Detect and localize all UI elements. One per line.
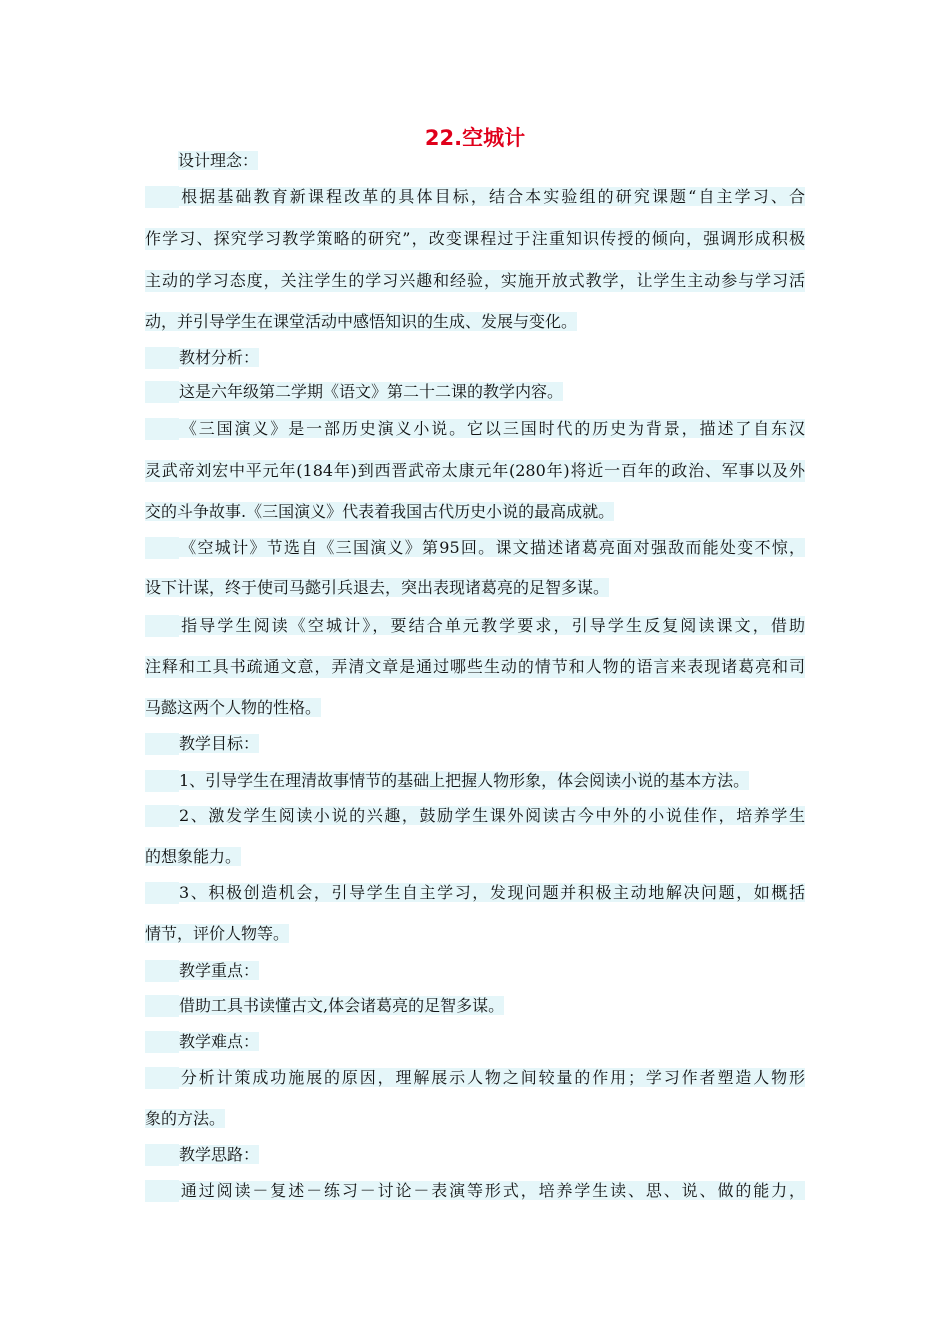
section-heading-key-points: 教学重点： [145, 960, 259, 982]
document-title: 22.空城计 [424, 126, 526, 150]
paragraph-line: 指导学生阅读《空城计》，要结合单元教学要求，引导学生反复阅读课文，借助 [145, 615, 805, 637]
paragraph-line: 根据基础教育新课程改革的具体目标，结合本实验组的研究课题“自主学习、合 [145, 186, 805, 208]
paragraph-line: 交的斗争故事.《三国演义》代表着我国古代历史小说的最高成就。 [145, 502, 615, 521]
list-item: 2、激发学生阅读小说的兴趣，鼓励学生课外阅读古今中外的小说佳作，培养学生 [145, 805, 805, 827]
paragraph-line: 设下计谋，终于使司马懿引兵退去，突出表现诸葛亮的足智多谋。 [145, 578, 610, 597]
section-heading-design-concept: 设计理念： [178, 151, 259, 170]
list-item: 1、引导学生在理清故事情节的基础上把握人物形象，体会阅读小说的基本方法。 [145, 770, 749, 792]
section-heading-material-analysis: 教材分析： [145, 347, 259, 369]
list-item: 3、积极创造机会，引导学生自主学习，发现问题并积极主动地解决问题，如概括 [145, 882, 805, 904]
paragraph-line: 《三国演义》是一部历史演义小说。它以三国时代的历史为背景，描述了自东汉 [145, 418, 805, 440]
paragraph-line: 分析计策成功施展的原因，理解展示人物之间较量的作用；学习作者塑造人物形 [145, 1067, 805, 1089]
paragraph-line: 这是六年级第二学期《语文》第二十二课的教学内容。 [145, 381, 563, 403]
section-heading-teaching-goals: 教学目标： [145, 733, 259, 755]
list-item-continuation: 的想象能力。 [145, 847, 242, 866]
paragraph-line: 通过阅读－复述－练习－讨论－表演等形式，培养学生读、思、说、做的能力， [145, 1180, 805, 1202]
paragraph-line: 马懿这两个人物的性格。 [145, 698, 322, 717]
paragraph-line: 《空城计》节选自《三国演义》第95回。课文描述诸葛亮面对强敌而能处变不惊， [145, 537, 805, 559]
paragraph-line: 主动的学习态度，关注学生的学习兴趣和经验，实施开放式教学，让学生主动参与学习活 [145, 271, 805, 290]
paragraph-line: 象的方法。 [145, 1109, 226, 1128]
section-heading-teaching-approach: 教学思路： [145, 1144, 259, 1166]
paragraph-line: 借助工具书读懂古文,体会诸葛亮的足智多谋。 [145, 995, 504, 1017]
paragraph-line: 注释和工具书疏通文意，弄清文章是通过哪些生动的情节和人物的语言来表现诸葛亮和司 [145, 657, 805, 676]
section-heading-difficulties: 教学难点： [145, 1031, 259, 1053]
paragraph-line: 灵武帝刘宏中平元年(184年)到西晋武帝太康元年(280年)将近一百年的政治、军事以及外 [145, 461, 805, 480]
paragraph-line: 动，并引导学生在课堂活动中感悟知识的生成、发展与变化。 [145, 312, 578, 331]
paragraph-line: 作学习、探究学习教学策略的研究”，改变课程过于注重知识传授的倾向，强调形成积极 [145, 229, 805, 248]
list-item-continuation: 情节，评价人物等。 [145, 924, 290, 943]
